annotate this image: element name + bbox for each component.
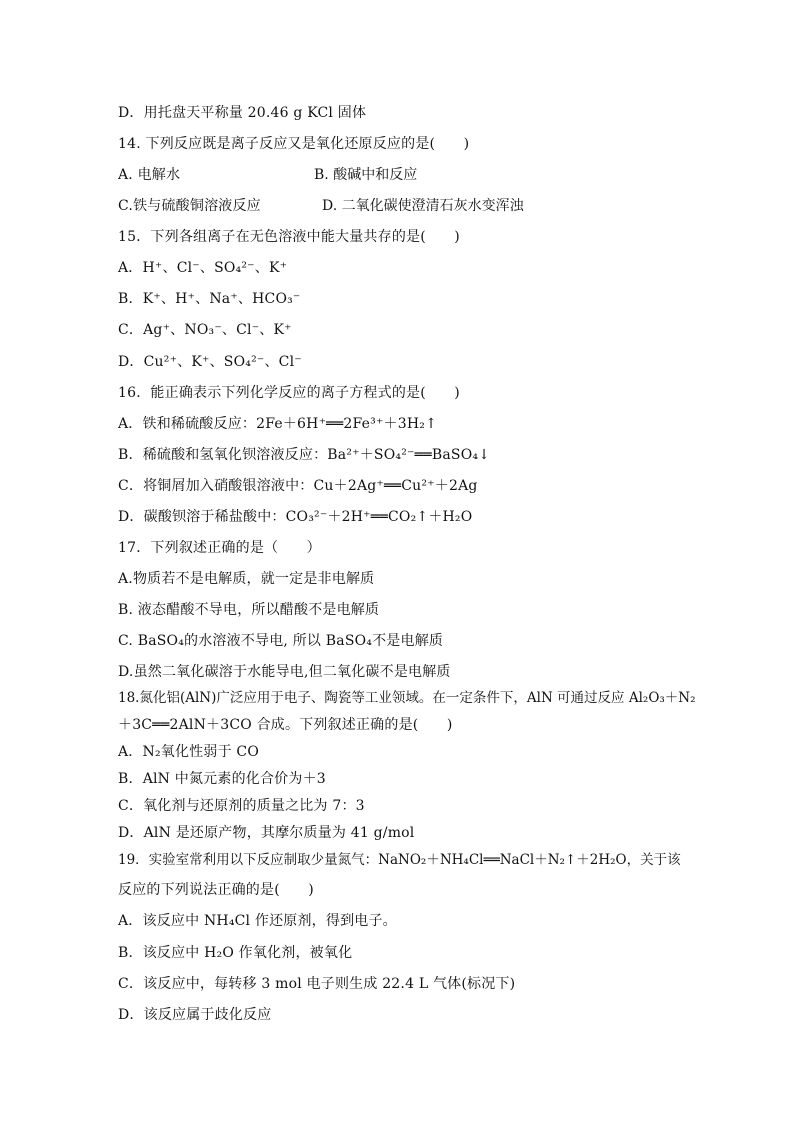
q18-stem-line2: ＋3C══2AlN＋3CO 合成。下列叙述正确的是( ) [118, 717, 453, 733]
q15-stem: 15．下列各组离子在无色溶液中能大量共存的是( ) [118, 229, 460, 245]
q16-stem: 16．能正确表示下列化学反应的离子方程式的是( ) [118, 385, 460, 401]
q18-option-b: B．AlN 中氮元素的化合价为＋3 [118, 771, 326, 787]
q16-option-d: D．碳酸钡溶于稀盐酸中：CO₃²⁻＋2H⁺══CO₂↑＋H₂O [118, 509, 473, 525]
q14-option-a: A. 电解水 [118, 167, 181, 183]
q16-option-a: A．铁和稀硫酸反应：2Fe＋6H⁺══2Fe³⁺＋3H₂↑ [118, 416, 438, 432]
q14-option-b: B. 酸碱中和反应 [314, 167, 418, 183]
q18-option-a: A．N₂氧化性弱于 CO [118, 744, 260, 760]
q15-option-c: C．Ag⁺、NO₃⁻、Cl⁻、K⁺ [118, 322, 292, 338]
q17-option-a: A.物质若不是电解质，就一定是非电解质 [118, 571, 375, 587]
q16-option-c: C．将铜屑加入硝酸银溶液中：Cu＋2Ag⁺══Cu²⁺＋2Ag [118, 478, 478, 494]
q14-stem: 14. 下列反应既是离子反应又是氧化还原反应的是( ) [118, 136, 470, 152]
q14-option-c: C.铁与硫酸铜溶液反应 [118, 198, 261, 214]
q19-option-c: C．该反应中，每转移 3 mol 电子则生成 22.4 L 气体(标况下) [118, 976, 516, 992]
q19-option-a: A．该反应中 NH₄Cl 作还原剂，得到电子。 [118, 913, 397, 929]
q13-option-d: D．用托盘天平称量 20.46 g KCl 固体 [118, 105, 367, 121]
q15-option-a: A．H⁺、Cl⁻、SO₄²⁻、K⁺ [118, 260, 288, 276]
q15-option-d: D．Cu²⁺、K⁺、SO₄²⁻、Cl⁻ [118, 354, 302, 370]
q15-option-b: B．K⁺、H⁺、Na⁺、HCO₃⁻ [118, 291, 301, 307]
q14-option-d: D. 二氧化碳使澄清石灰水变浑浊 [322, 198, 524, 214]
q19-option-d: D．该反应属于歧化反应 [118, 1007, 272, 1023]
q17-stem: 17．下列叙述正确的是（ ） [118, 540, 321, 556]
q18-option-d: D．AlN 是还原产物，其摩尔质量为 41 g/mol [118, 825, 415, 841]
q19-option-b: B．该反应中 H₂O 作氧化剂，被氧化 [118, 945, 353, 961]
q17-option-d: D.虽然二氧化碳溶于水能导电,但二氧化碳不是电解质 [118, 664, 451, 680]
q18-option-c: C．氧化剂与还原剂的质量之比为 7：3 [118, 798, 365, 814]
q19-stem-line2: 反应的下列说法正确的是( ) [118, 882, 314, 898]
q17-option-c: C. BaSO₄的水溶液不导电, 所以 BaSO₄不是电解质 [118, 633, 444, 649]
q16-option-b: B．稀硫酸和氢氧化钡溶液反应：Ba²⁺＋SO₄²⁻══BaSO₄↓ [118, 447, 491, 463]
q19-stem-line1: 19．实验室常利用以下反应制取少量氮气：NaNO₂＋NH₄Cl══NaCl＋N₂↑＋2H₂O，关于该 [118, 852, 681, 868]
q18-stem-line1: 18.氮化铝(AlN)广泛应用于电子、陶瓷等工业领域。在一定条件下，AlN 可通过反应 Al₂O₃＋N₂ [118, 690, 696, 706]
q17-option-b: B. 液态醋酸不导电，所以醋酸不是电解质 [118, 602, 380, 618]
